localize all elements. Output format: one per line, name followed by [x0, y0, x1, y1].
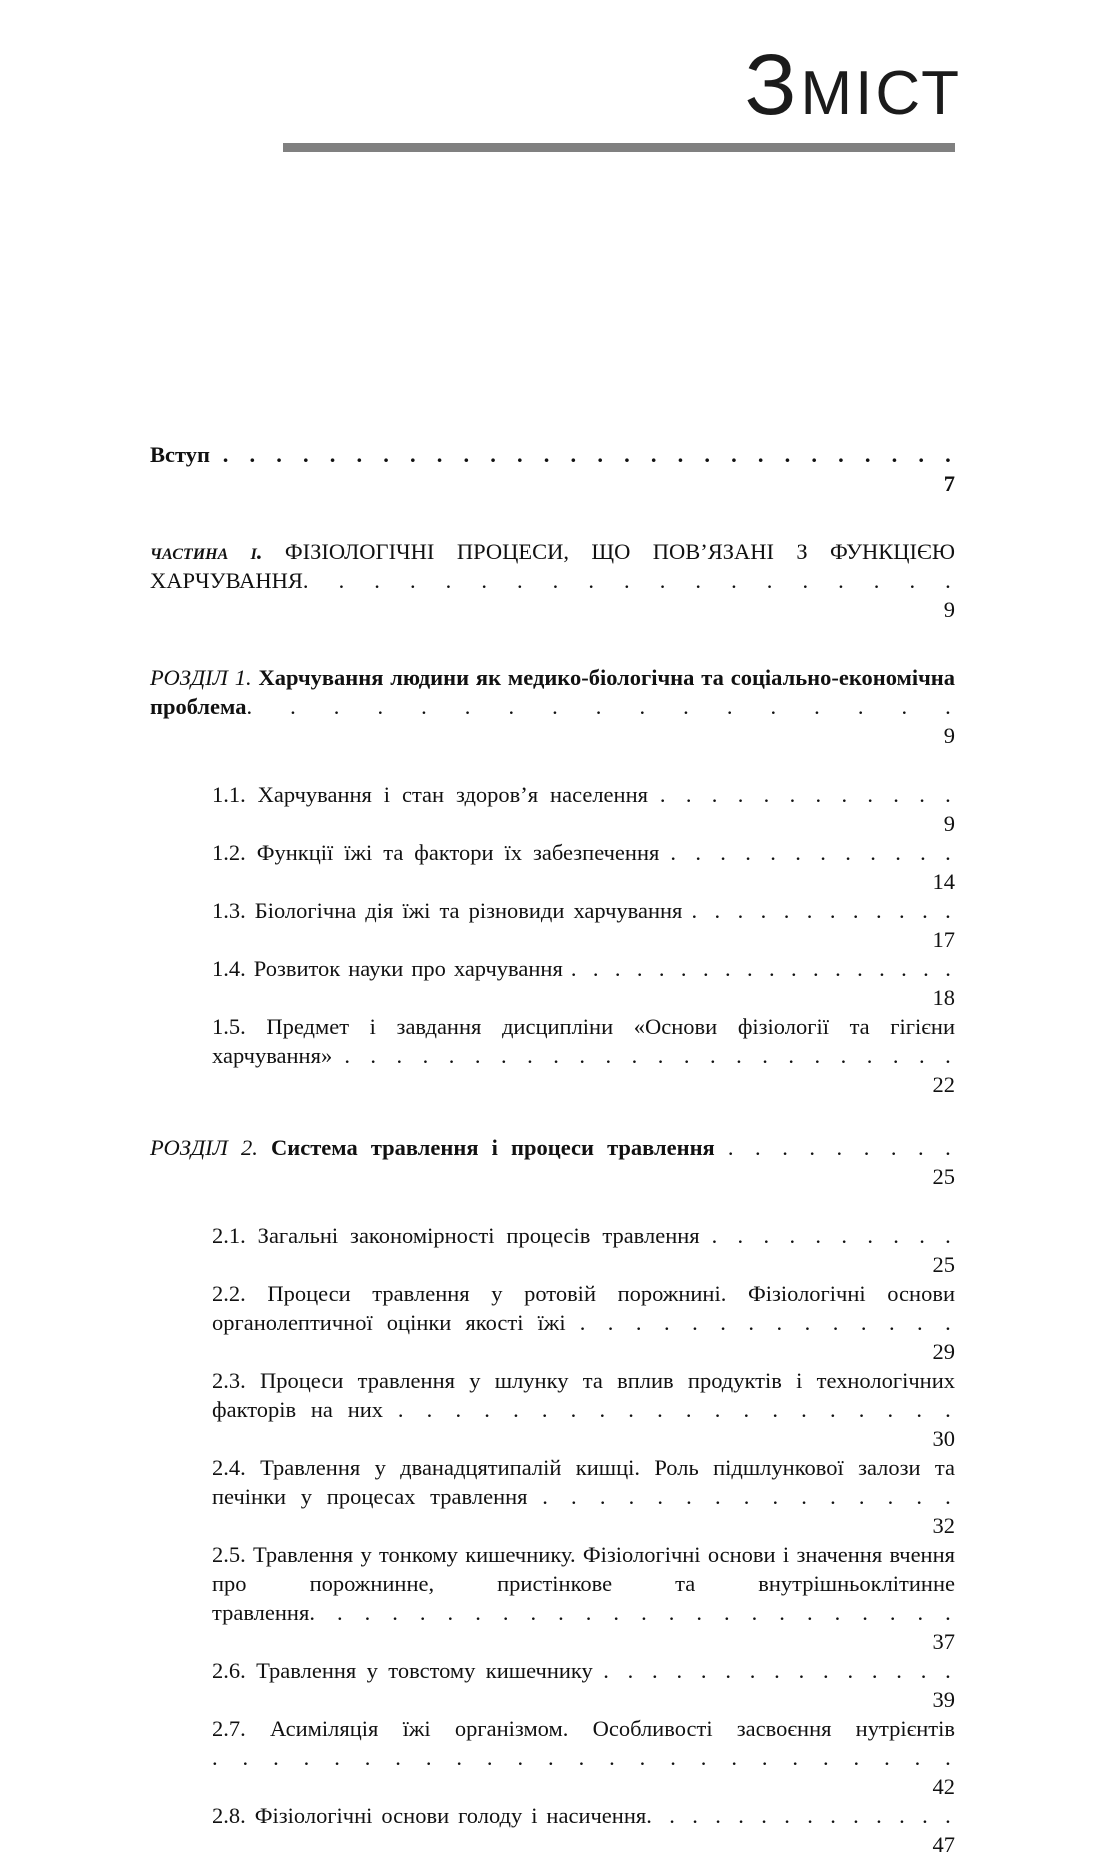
toc-entry-sub-2-3[interactable] [212, 1366, 955, 1453]
toc-entry-sub-1-4[interactable] [212, 954, 955, 1012]
page-title-initial: З [744, 37, 801, 133]
toc-entry-label: 2.6. Травлення у товстому кишечнику [212, 1658, 593, 1683]
toc-entry-page: 32 [903, 1511, 955, 1540]
dot-leader: . . . . . . . . . . . . . . . . . . [570, 956, 956, 981]
dot-leader: . . . . . . . . . . . . . . . . . . . . . . . . [309, 1600, 955, 1625]
toc-entry-rozdil-1[interactable] [150, 663, 955, 750]
toc-entry-label: Вступ [150, 442, 210, 467]
toc-entry-label: 1.4. Розвиток науки про харчування [212, 956, 563, 981]
toc-section-prefix: РОЗДІЛ 1. [150, 665, 252, 690]
dot-leader: . . . . . . . . . . . . . . . [603, 1658, 955, 1683]
toc-entry-label: 2.4. Травлення у дванадцятипалій кишці. Роль підшлункової залози та печінки у процесах травлення [212, 1455, 955, 1509]
dot-leader: . . . . . . . . . . . . . . [579, 1310, 955, 1335]
toc-entry-page: 29 [903, 1337, 955, 1366]
toc-entry-page: 42 [903, 1772, 955, 1801]
toc-entry-sub-2-7[interactable] [212, 1714, 955, 1801]
toc-part-prefix: частина i. [150, 539, 263, 564]
toc-entry-label: 2.3. Процеси травлення у шлунку та вплив продуктів і технологічних факторів на них [212, 1368, 955, 1422]
toc-entry-label: 2.2. Процеси травлення у ротовій порожнині. Фізіологічні основи органолептичної оцінки якості їжі [212, 1281, 955, 1335]
toc-entry-label: 2.7. Асиміляція їжі організмом. Особливості засвоєння нутрієнтів [212, 1716, 955, 1741]
toc-entry-label: 1.5. Предмет і завдання дисципліни «Основи фізіології та гігієни харчування» [212, 1014, 955, 1068]
page-title [0, 37, 1095, 133]
toc-entry-part-1[interactable] [150, 537, 955, 624]
toc-entry-page: 14 [903, 867, 955, 896]
page-title-block [0, 37, 1095, 133]
toc-entry-sub-2-6[interactable] [212, 1656, 955, 1714]
toc-entry-rozdil-2[interactable] [150, 1133, 955, 1191]
toc-entry-page: 9 [903, 721, 955, 750]
toc-entry-sub-1-3[interactable] [212, 896, 955, 954]
toc-entry-label: 1.1. Харчування і стан здоров’я населення [212, 782, 648, 807]
toc-entry-sub-2-2[interactable] [212, 1279, 955, 1366]
toc-entry-page: 9 [903, 809, 955, 838]
toc-entry-page: 37 [903, 1627, 955, 1656]
toc-entry-label: Харчування людини як медико-біологічна та соціально-економічна проблема [150, 665, 955, 719]
toc-entry-page: 30 [903, 1424, 955, 1453]
dot-leader: . . . . . . . . . . . . [670, 840, 955, 865]
table-of-contents [150, 440, 955, 1859]
toc-entry-label: Система травлення і процеси травлення [271, 1135, 715, 1160]
dot-leader: . . . . . . . . . . . . . . . . . . . . . . . . . . . . [222, 442, 956, 467]
toc-entry-sub-1-5[interactable] [212, 1012, 955, 1099]
dot-leader: . . . . . . . . . . . . . . . . . . . . [397, 1397, 956, 1422]
toc-entry-page: 39 [903, 1685, 955, 1714]
dot-leader: . . . . . . . . . . . . . . . . . . . . . . . . . [212, 1745, 955, 1770]
dot-leader: . . . . . . . . . . . . . . . . . . . [302, 568, 955, 593]
toc-entry-label: 2.5. Травлення у тонкому кишечнику. Фізіологічні основи і значення вчення про порожнинне, пристінкове та внутрішньоклітинне травлення [212, 1542, 955, 1625]
toc-entry-sub-2-5[interactable] [212, 1540, 955, 1656]
toc-entry-page: 18 [903, 983, 955, 1012]
toc-entry-page: 22 [903, 1070, 955, 1099]
dot-leader: . . . . . . . . . . [711, 1223, 956, 1248]
toc-entry-page: 25 [903, 1250, 955, 1279]
toc-entry-vstup[interactable] [150, 440, 955, 498]
toc-entry-page: 9 [903, 595, 955, 624]
toc-entry-sub-1-2[interactable] [212, 838, 955, 896]
toc-entry-sub-2-1[interactable] [212, 1221, 955, 1279]
toc-entry-sub-2-4[interactable] [212, 1453, 955, 1540]
title-divider-rule [283, 143, 955, 152]
dot-leader: . . . . . . . . . . . . . . [646, 1803, 955, 1828]
dot-leader: . . . . . . . . . . . . [659, 782, 956, 807]
page-title-rest: МІСТ [800, 59, 962, 128]
dot-leader: . . . . . . . . . . . . . . . . . [246, 694, 955, 719]
dot-leader: . . . . . . . . . . . . [691, 898, 955, 923]
toc-entry-page: 17 [903, 925, 955, 954]
toc-entry-sub-1-1[interactable] [212, 780, 955, 838]
toc-entry-label: 1.2. Функції їжі та фактори їх забезпечення [212, 840, 660, 865]
toc-entry-page: 7 [903, 469, 955, 498]
toc-entry-sub-2-8[interactable] [212, 1801, 955, 1859]
toc-section-prefix: РОЗДІЛ 2. [150, 1135, 258, 1160]
toc-entry-label: 2.1. Загальні закономірності процесів травлення [212, 1223, 700, 1248]
toc-entry-label: ФІЗІОЛОГІЧНІ ПРОЦЕСИ, ЩО ПОВ’ЯЗАНІ З ФУНКЦІЄЮ ХАРЧУВАННЯ [150, 539, 955, 593]
dot-leader: . . . . . . . . . . . . . . . . . . . . . . . . [344, 1043, 956, 1068]
toc-entry-page: 25 [903, 1162, 955, 1191]
toc-entry-page: 47 [903, 1830, 955, 1859]
toc-entry-label: 1.3. Біологічна дія їжі та різновиди харчування [212, 898, 683, 923]
toc-entry-label: 2.8. Фізіологічні основи голоду і насичення [212, 1803, 647, 1828]
dot-leader: . . . . . . . . . . . . . . . [542, 1484, 956, 1509]
dot-leader: . . . . . . . . . [727, 1135, 956, 1160]
